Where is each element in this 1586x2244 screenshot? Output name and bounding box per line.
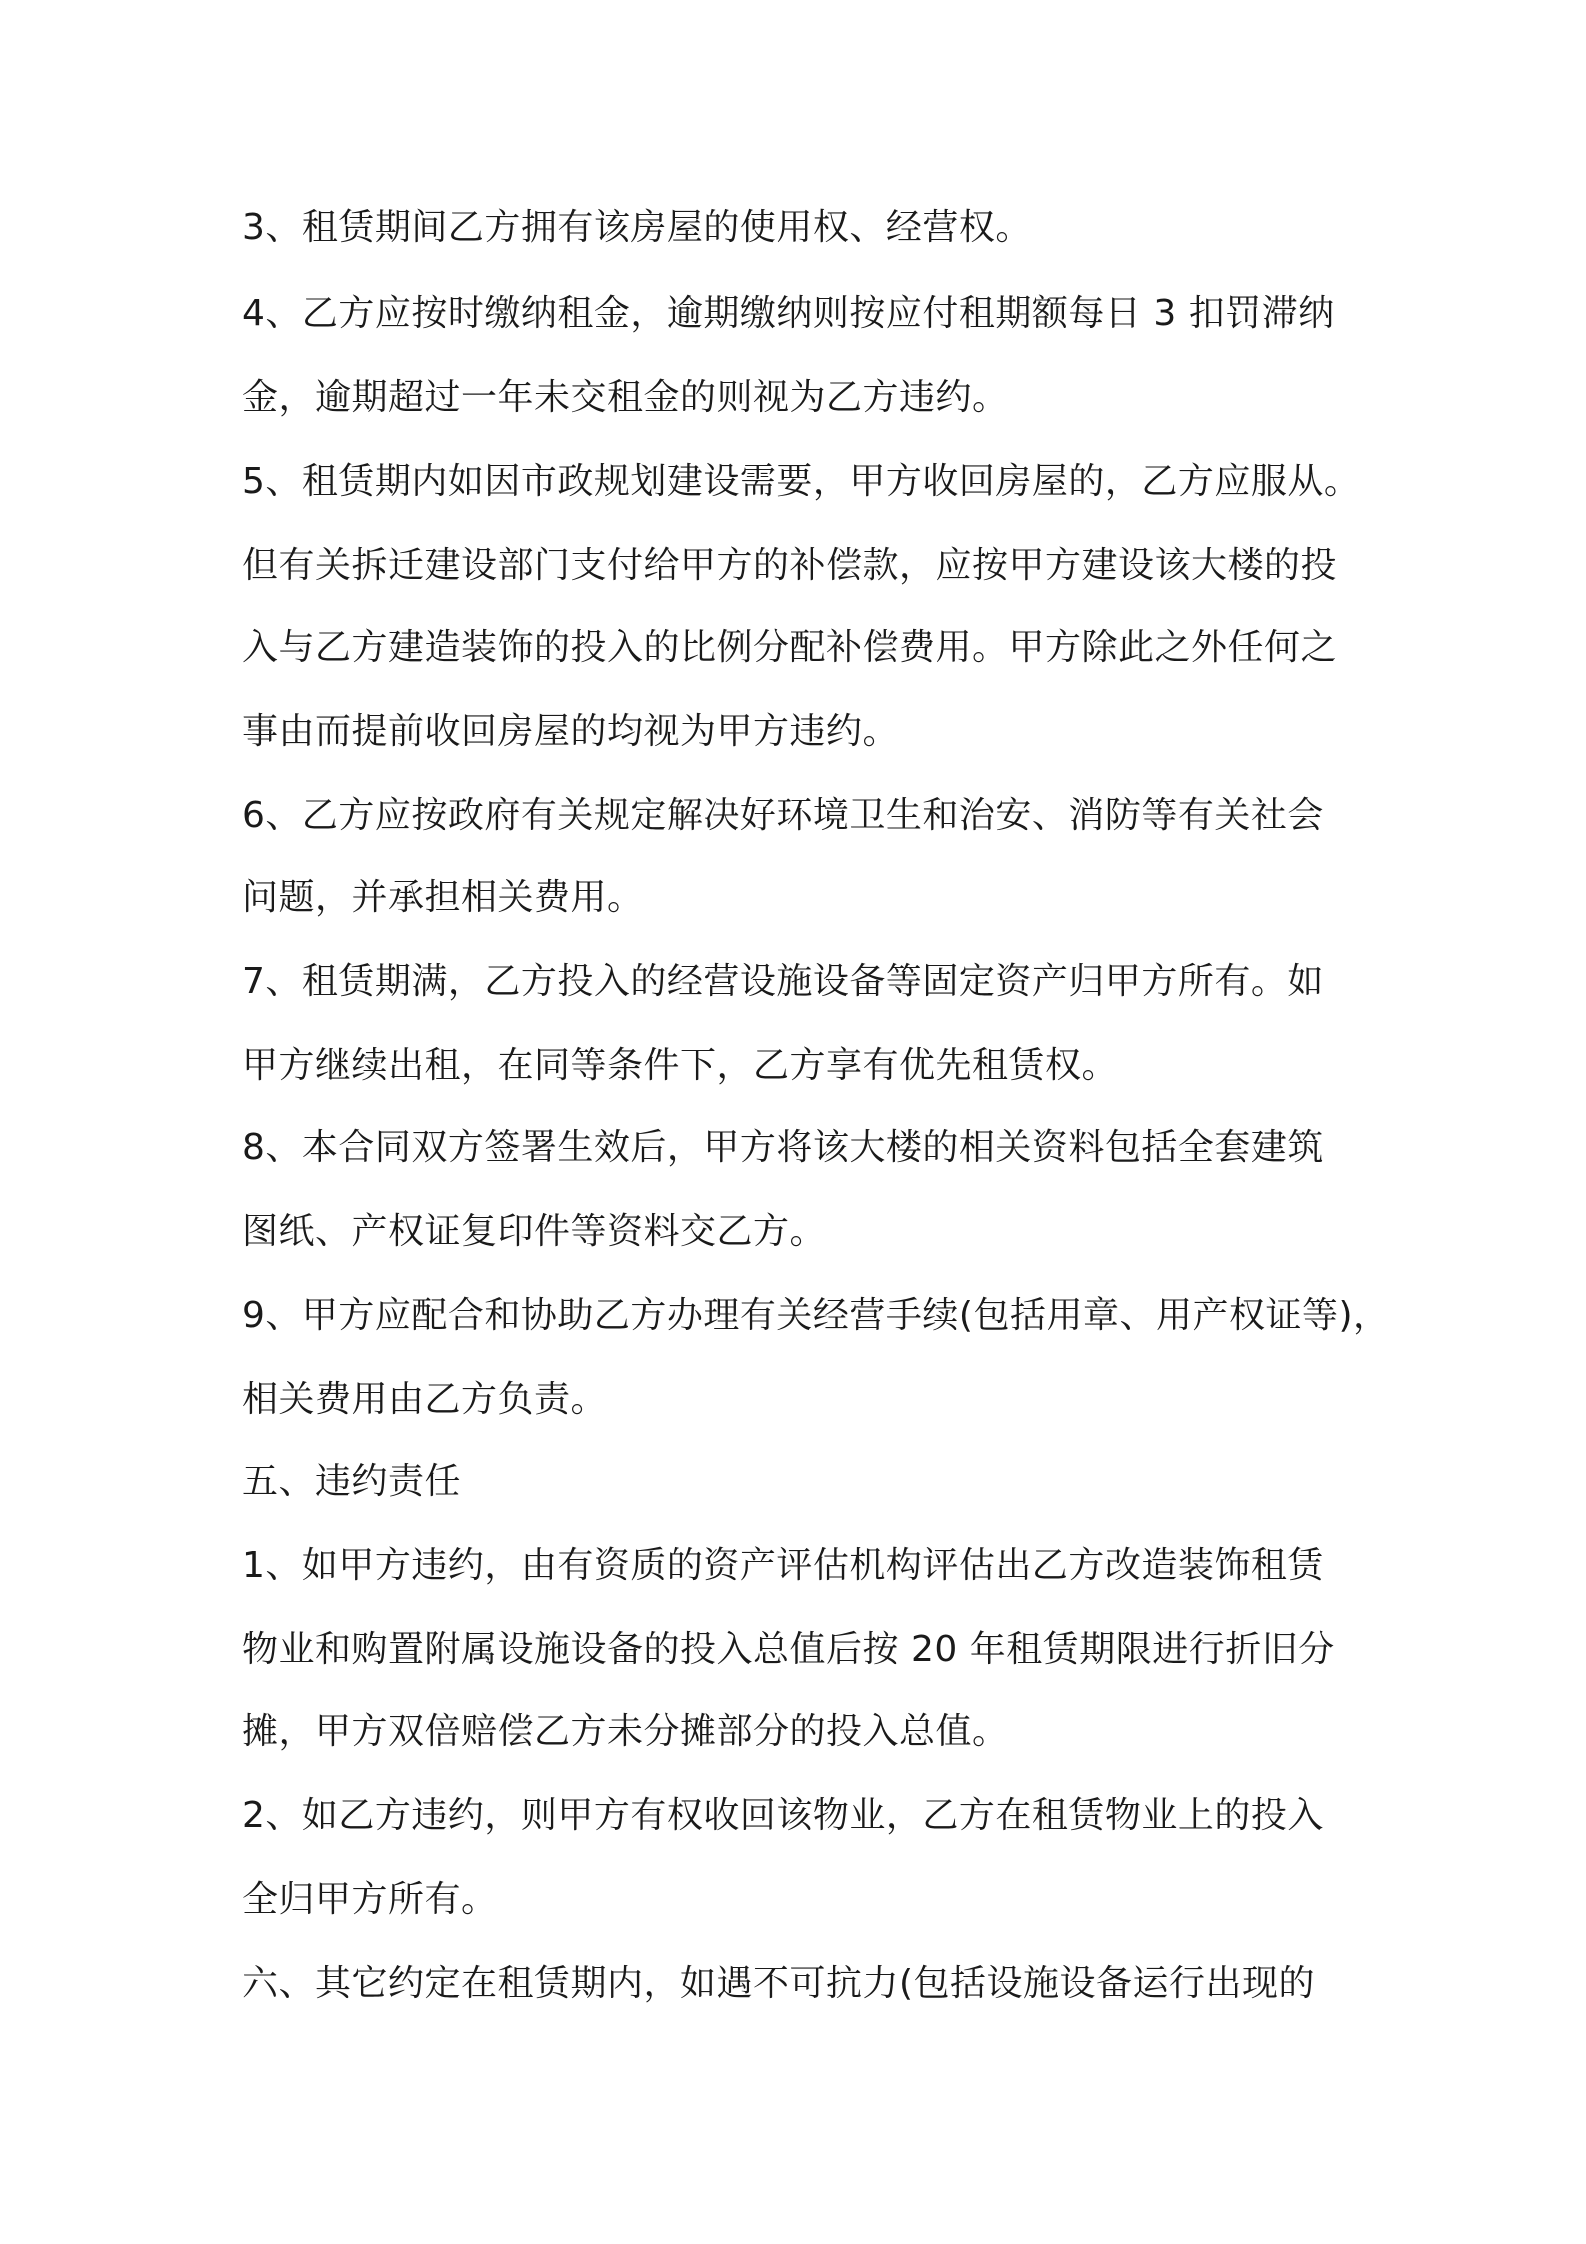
text-line: 金，逾期超过一年未交租金的则视为乙方违约。 xyxy=(242,377,1009,418)
text-line: 六、其它约定在租赁期内，如遇不可抗力(包括设施设备运行出现的 xyxy=(242,1963,1316,2004)
text-line: 2、如乙方违约，则甲方有权收回该物业，乙方在租赁物业上的投入 xyxy=(242,1795,1324,1836)
text-line: 摊，甲方双倍赔偿乙方未分摊部分的投入总值。 xyxy=(242,1711,1009,1752)
text-line: 6、乙方应按政府有关规定解决好环境卫生和治安、消防等有关社会 xyxy=(242,795,1324,836)
text-line: 图纸、产权证复印件等资料交乙方。 xyxy=(242,1211,827,1252)
text-line: 4、乙方应按时缴纳租金，逾期缴纳则按应付租期额每日 3 扣罚滞纳 xyxy=(242,293,1335,334)
text-line: 9、甲方应配合和协助乙方办理有关经营手续(包括用章、用产权证等)， xyxy=(242,1295,1390,1336)
text-line: 5、租赁期内如因市政规划建设需要，甲方收回房屋的，乙方应服从。 xyxy=(242,461,1361,502)
section-heading: 五、违约责任 xyxy=(242,1461,462,1502)
text-line: 3、租赁期间乙方拥有该房屋的使用权、经营权。 xyxy=(242,207,1032,248)
text-line: 物业和购置附属设施设备的投入总值后按 20 年租赁期限进行折旧分 xyxy=(242,1629,1335,1670)
text-line: 甲方继续出租，在同等条件下，乙方享有优先租赁权。 xyxy=(242,1045,1119,1086)
text-line: 但有关拆迁建设部门支付给甲方的补偿款，应按甲方建设该大楼的投 xyxy=(242,545,1338,586)
text-line: 问题，并承担相关费用。 xyxy=(242,877,644,918)
text-line: 入与乙方建造装饰的投入的比例分配补偿费用。甲方除此之外任何之 xyxy=(242,627,1338,668)
text-line: 相关费用由乙方负责。 xyxy=(242,1379,608,1420)
text-line: 事由而提前收回房屋的均视为甲方违约。 xyxy=(242,711,900,752)
text-line: 1、如甲方违约，由有资质的资产评估机构评估出乙方改造装饰租赁 xyxy=(242,1545,1324,1586)
text-line: 8、本合同双方签署生效后，甲方将该大楼的相关资料包括全套建筑 xyxy=(242,1127,1324,1168)
text-line: 全归甲方所有。 xyxy=(242,1879,498,1920)
text-line: 7、租赁期满，乙方投入的经营设施设备等固定资产归甲方所有。如 xyxy=(242,961,1324,1002)
